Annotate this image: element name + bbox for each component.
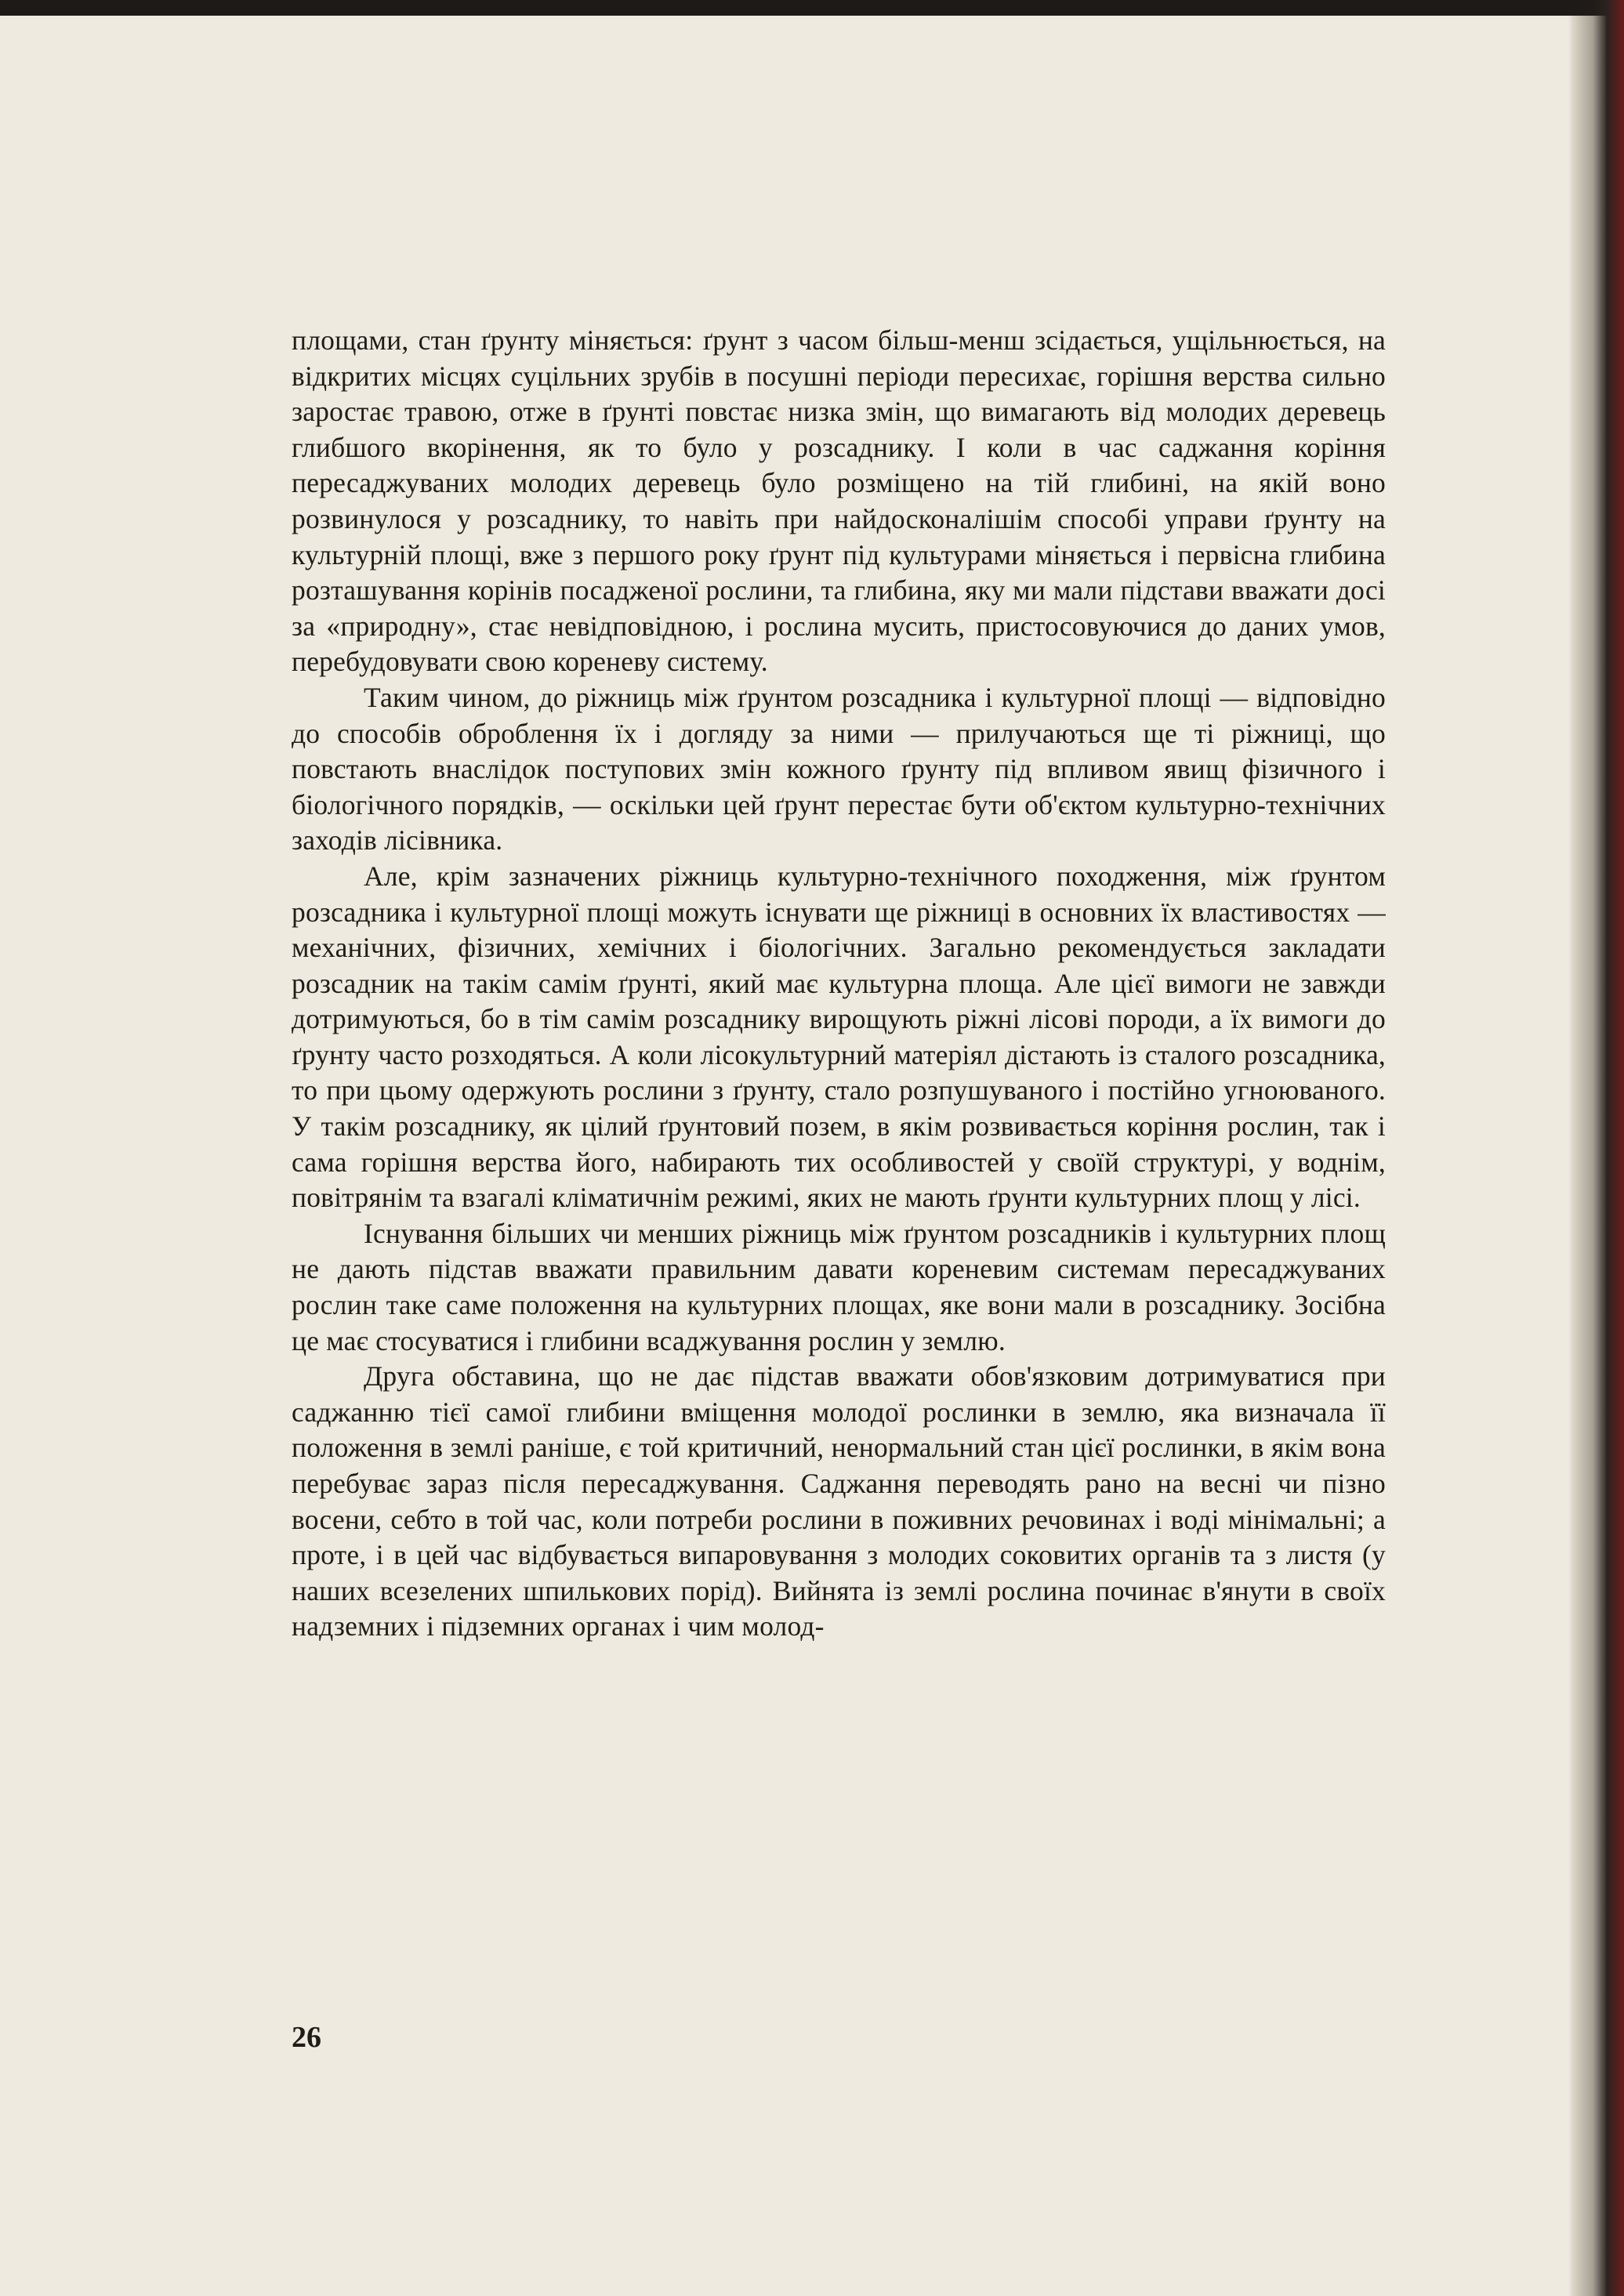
page-number: 26 (292, 2021, 321, 2054)
body-text (292, 323, 1386, 1645)
paragraph-4: Існування більших чи менших ріжниць між ґрунтом розсадників і культурних площ не дають підстав вважати правильним давати кореневим системам пересаджуваних рослин таке саме положення на культурних площах, яке вони мали в розсаднику. Зосібна це має стосуватися і глибини всаджування рослин у землю. (292, 1217, 1386, 1356)
paragraph-5: Друга обставина, що не дає підстав вважати обов'язковим дотримуватися при саджанню тієї самої глибини вміщення молодої рослинки в землю, яка визначала її положення в землі раніше, є той критичний, ненормальний стан цієї рослинки, в якім вона перебуває зараз після пересаджування. Саджання переводять рано на весні чи пізно восени, себто в той час, коли потреби рослини в поживних речовинах і воді мінімальні; а проте, і в цей час відбувається випаровування з молодих соковитих органів та з листя (у наших всезелених шпилькових порід). Вийнята із землі рослина починає в'янути в своїх надземних і підземних органах і чим молод- (292, 1360, 1386, 1642)
paragraph-2: Таким чином, до ріжниць між ґрунтом розсадника і культурної площі — відповідно до способів оброблення їх і догляду за ними — прилучаються ще ті ріжниці, що повстають внаслідок поступових змін кожного ґрунту під впливом явищ фізичного і біологічного порядків, — оскільки цей ґрунт перестає бути об'єктом культурно-технічних заходів лісівника. (292, 681, 1386, 856)
book-spine-shadow (1568, 0, 1624, 2296)
scan-top-edge (0, 0, 1624, 16)
paragraph-1: площами, стан ґрунту міняється: ґрунт з часом більш-менш зсідається, ущільнюється, на відкритих місцях суцільних зрубів в посушні періоди пересихає, горішня верства сильно заростає травою, отже в ґрунті повстає низка змін, що вимагають від молодих деревець глибшого вкорінення, як то було у розсаднику. І коли в час саджання коріння пересаджуваних молодих деревець було розміщено на тій глибині, на якій воно розвинулося у розсаднику, то навіть при найдосконалішім способі управи ґрунту на культурній площі, вже з першого року ґрунт під культурами міняється і первісна глибина розташування корінів посадженої рослини, та глибина, яку ми мали підстави вважати досі за «природну», стає невідповідною, і рослина мусить, пристосовуючися до даних умов, перебудовувати свою кореневу систему. (292, 324, 1386, 678)
book-page (0, 16, 1571, 2296)
paragraph-3: Але, крім зазначених ріжниць культурно-технічного походження, між ґрунтом розсадника і культурної площі можуть існувати ще ріжниці в основних їх властивостях — механічних, фізичних, хемічних і біологічних. Загально рекомендується закладати розсадник на такім самім ґрунті, який має культурна площа. Але цієї вимоги не завжди дотримуються, бо в тім самім розсаднику вирощують ріжні лісові породи, а їх вимоги до ґрунту часто розходяться. А коли лісокультурний матеріял дістають із сталого розсадника, то при цьому одержують рослини з ґрунту, стало розпушуваного і постійно угноюваного. У такім розсаднику, як цілий ґрунтовий позем, в якім розвивається коріння рослин, так і сама горішня верства його, набирають тих особливостей у своїй структурі, у воднім, повітрянім та взагалі кліматичнім режимі, яких не мають ґрунти культурних площ у лісі. (292, 860, 1386, 1214)
